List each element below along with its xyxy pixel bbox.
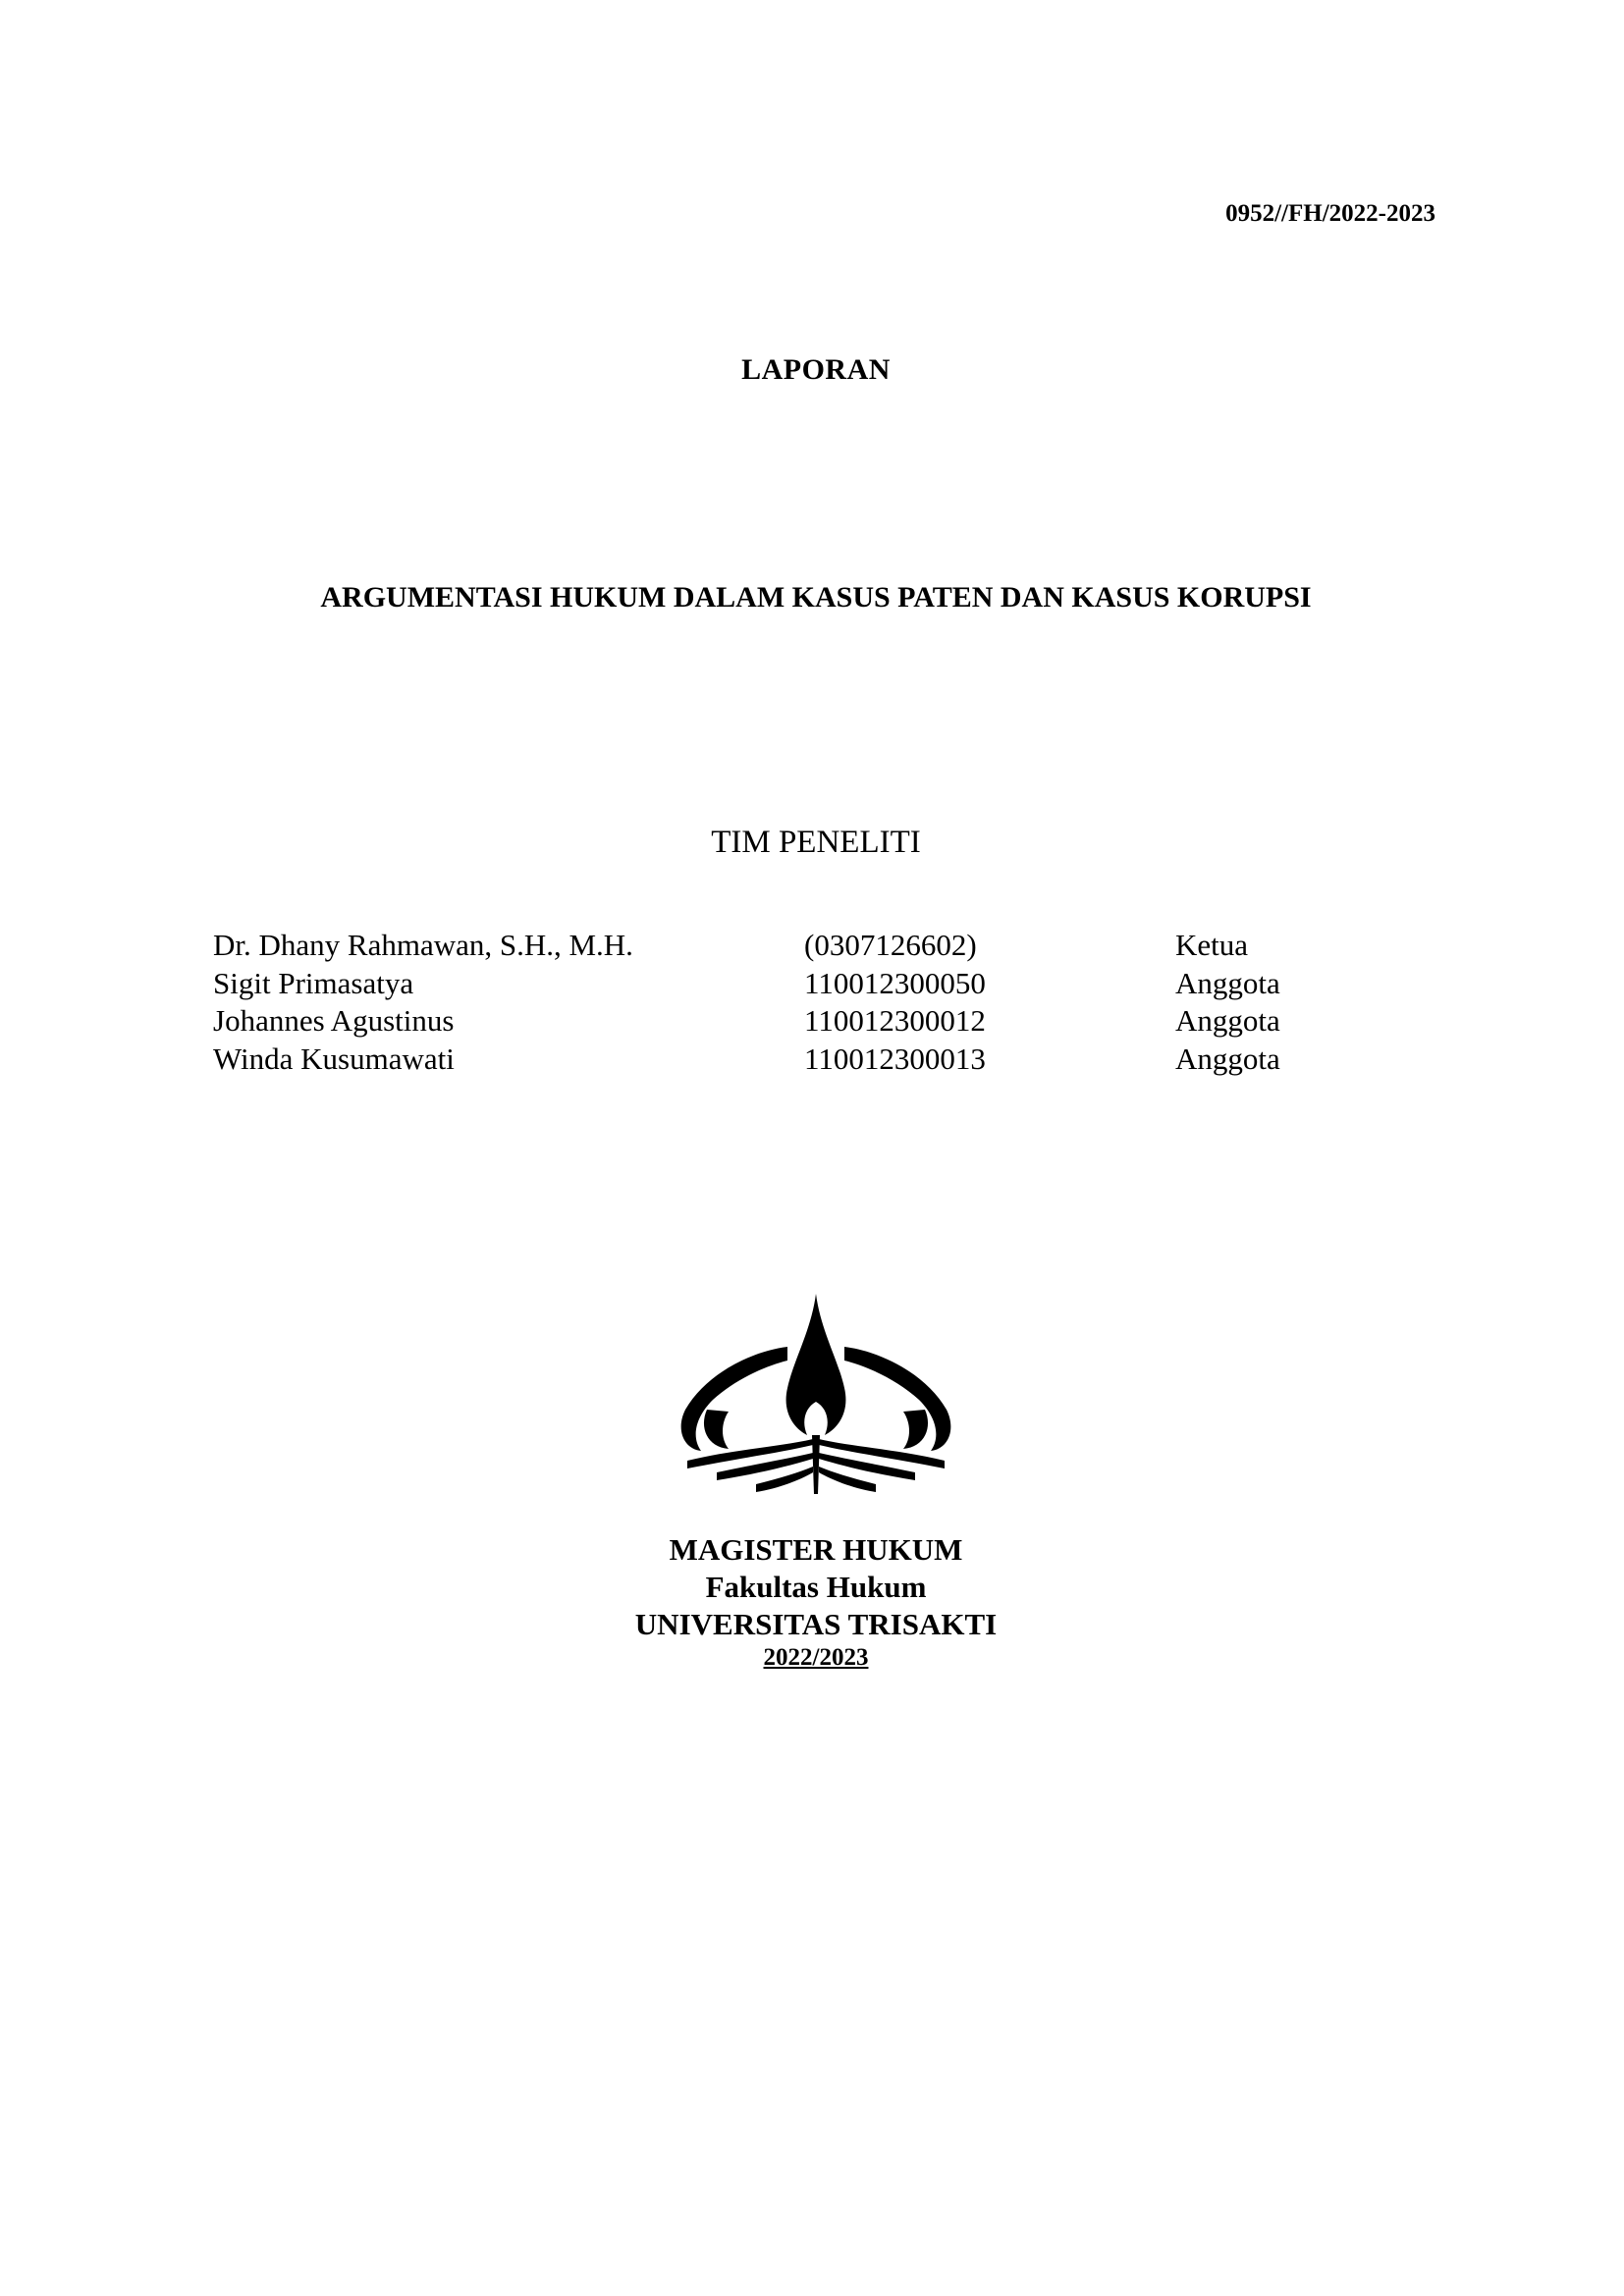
team-member-row — [213, 1002, 1391, 1041]
member-name: Dr. Dhany Rahmawan, S.H., M.H. — [213, 928, 633, 962]
faculty-name: Fakultas Hukum — [705, 1570, 927, 1604]
member-id: (0307126602) — [804, 928, 977, 962]
team-member-row — [213, 1041, 1391, 1079]
academic-year: 2022/2023 — [763, 1644, 869, 1671]
program-name: MAGISTER HUKUM — [669, 1532, 963, 1567]
member-name: Sigit Primasatya — [213, 965, 414, 1000]
team-list — [213, 927, 1391, 1078]
member-role: Anggota — [1175, 1041, 1280, 1076]
member-id: 110012300012 — [804, 1003, 986, 1038]
member-name: Johannes Agustinus — [213, 1003, 455, 1038]
member-role: Anggota — [1175, 965, 1280, 1000]
member-role: Ketua — [1175, 928, 1249, 962]
team-member-row — [213, 927, 1391, 965]
member-name: Winda Kusumawati — [213, 1041, 455, 1076]
member-id: 110012300013 — [804, 1041, 986, 1076]
member-role: Anggota — [1175, 1003, 1280, 1038]
university-emblem-icon — [677, 1292, 954, 1498]
team-member-row — [213, 965, 1391, 1003]
footer-block — [0, 1531, 1624, 1673]
document-number: 0952//FH/2022-2023 — [1225, 200, 1435, 227]
university-name: UNIVERSITAS TRISAKTI — [634, 1607, 998, 1641]
team-heading: TIM PENELITI — [711, 825, 921, 860]
member-id: 110012300050 — [804, 965, 986, 1000]
document-title: ARGUMENTASI HUKUM DALAM KASUS PATEN DAN KASUS KORUPSI — [320, 581, 1312, 614]
document-type: LAPORAN — [741, 353, 891, 386]
